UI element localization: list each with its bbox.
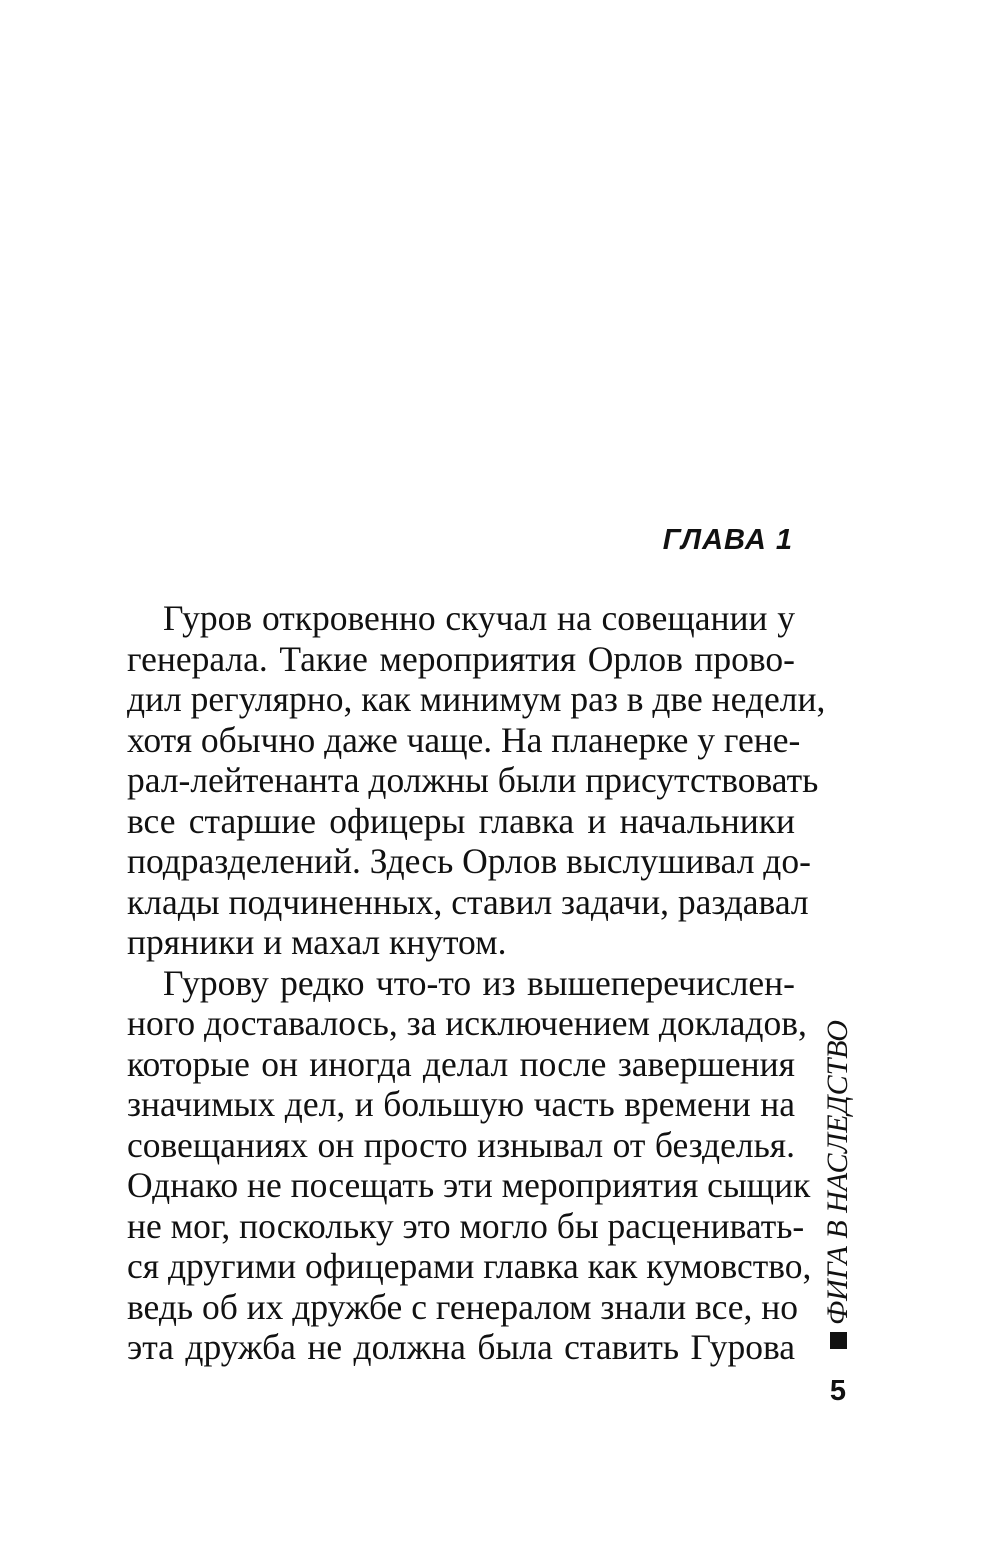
text-line: клады подчиненных, ставил задачи, раздавал	[127, 881, 809, 922]
chapter-title: ГЛАВА 1	[662, 524, 793, 556]
text-line: эта дружба не должна была ставить Гурова	[127, 1327, 795, 1367]
text-line: генерала. Такие мероприятия Орлов прово-	[127, 638, 795, 679]
text-line: значимых дел, и большую часть времени на	[127, 1084, 795, 1124]
text-line: Гурову редко что-то из вышеперечислен-	[163, 962, 795, 1003]
text-line: все старшие офицеры главка и начальники	[127, 800, 795, 841]
running-head-title: ФИГА В НАСЛЕДСТВО	[821, 1020, 854, 1325]
text-line: ся другими офицерами главка как кумовство,	[127, 1246, 812, 1286]
text-line: совещаниях он просто изнывал от безделья.	[127, 1124, 795, 1165]
text-line: хотя обычно даже чаще. На планерке у гене-	[127, 719, 801, 760]
text-line: ведь об их дружбе с генералом знали все, но	[127, 1286, 799, 1327]
text-line: Однако не посещать эти мероприятия сыщик	[127, 1165, 811, 1205]
body-text	[127, 598, 826, 1368]
text-line: пряники и махал кнутом.	[127, 922, 507, 962]
running-head	[818, 1020, 858, 1355]
text-line: Гуров откровенно скучал на совещании у	[163, 598, 795, 638]
text-line: подразделений. Здесь Орлов выслушивал до-	[127, 841, 811, 881]
text-line: которые он иногда делал после завершения	[127, 1043, 795, 1084]
text-line: рал-лейтенанта должны были присутствовать	[127, 760, 819, 800]
square-bullet-icon	[830, 1332, 847, 1349]
text-line: ного доставалось, за исключением докладов,	[127, 1003, 807, 1043]
text-line: дил регулярно, как минимум раз в две недели,	[127, 679, 826, 719]
page-number: 5	[829, 1375, 847, 1407]
text-line: не мог, поскольку это могло бы расценивать-	[127, 1205, 805, 1246]
